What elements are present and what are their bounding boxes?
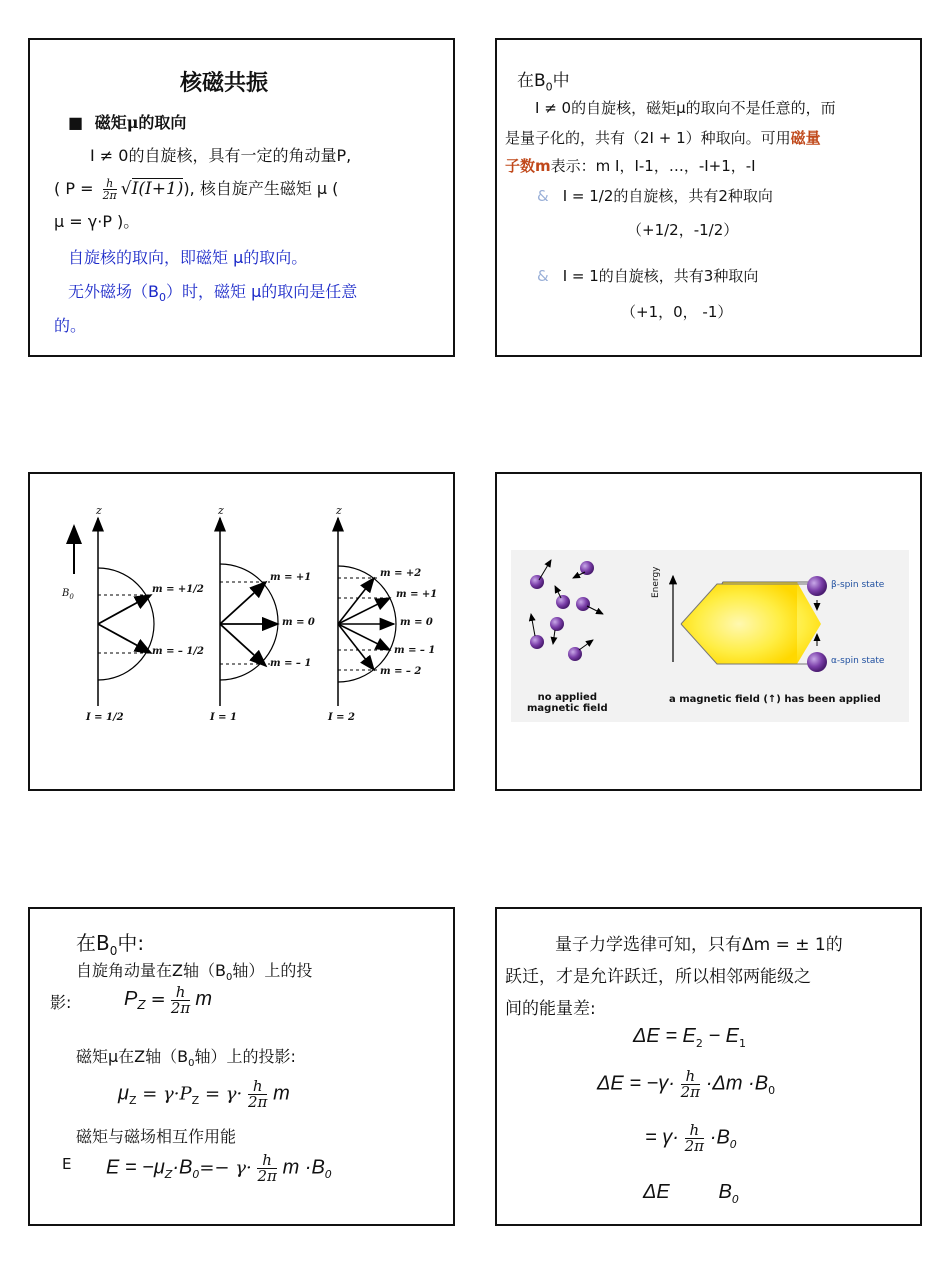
slide6-line-2: 跃迁，才是允许跃迁，所以相邻两能级之 (505, 967, 811, 987)
equation-delta-e-simplified: = γ· $\frac{h}{2\pi}$ $\cdot B_0$ (645, 1121, 737, 1155)
slide-projection-equations (28, 907, 455, 1226)
slide2-line-4: 子数m表示：m I，I-1，…，-I+1，-I (505, 157, 756, 175)
slide5-line-5: 磁矩与磁场相互作用能 (76, 1127, 237, 1146)
equation-proportional: ΔE $B_0$ (643, 1181, 739, 1206)
blue-line-2: 无外磁场$(B_0)$时，磁矩 μ的取向是任意 (68, 282, 358, 305)
blue-line-1: 自旋核的取向，即磁矩 μ的取向。 (68, 248, 308, 267)
bullet-square-icon: ■ (68, 113, 84, 132)
slide2-line-5: & I = 1/2的自旋核，共有2种取向 (537, 187, 773, 205)
slide-spin-orientation-diagram (28, 472, 455, 791)
z-label-3: z (336, 504, 342, 517)
slide-energy-difference (495, 907, 922, 1226)
spin-vector-diagram (30, 474, 453, 789)
slide2-heading: 在$B_0$中 (517, 71, 570, 94)
equation-delta-e-levels: $\Delta E = E_2 - E_1$ (633, 1025, 747, 1050)
para-line-2: ( P = $\frac{h}{2\pi}$ √I(I+1)), 核自旋产生磁矩 μ ( (54, 177, 339, 202)
slide-quantized-orientation (495, 38, 922, 357)
slide2-line-2: I ≠ 0的自旋核，磁矩μ的取向不是任意的，而 (535, 99, 836, 117)
equation-energy: $E = -\mu_Z\cdot B_0=- \gamma\cdot$ $\frac{h}{2\pi}$ $m \cdot B_0$ (106, 1151, 332, 1185)
para-line-1: I ≠ 0的自旋核，具有一定的角动量P, (90, 146, 352, 165)
section-heading (68, 110, 186, 133)
equation-muz: $\mu_Z = \gamma\cdot P_Z = \gamma\cdot$ $\frac{h}{2\pi}$ m (118, 1077, 290, 1111)
slide2-line-8: （+1，0， -1） (621, 303, 733, 321)
e-label: E (62, 1155, 72, 1173)
slide5-line-3: 影: (50, 993, 72, 1012)
slide6-line-3: 间的能量差: (505, 999, 596, 1019)
slide-title: 核磁共振 (180, 70, 269, 96)
bullet-ampersand-icon: & (537, 187, 549, 205)
d3-zero-label: m = 0 (400, 617, 433, 628)
d1-bottom-label: m = – 1/2 (152, 646, 204, 657)
slide5-line-4: 磁矩μ在Z轴（$B_0$轴）上的投影: (76, 1047, 296, 1070)
z-label-2: z (218, 504, 224, 517)
applied-field-caption: a magnetic field (↑) has been applied (669, 694, 881, 705)
d2-top-label: m = +1 (270, 572, 312, 583)
d3-m2-label: m = – 2 (380, 666, 422, 677)
slide2-line-6: （+1/2，-1/2） (627, 221, 739, 239)
slide-nmr-intro (28, 38, 455, 357)
d2-mid-label: m = 0 (282, 617, 315, 628)
alpha-state-label: α-spin state (831, 656, 885, 666)
d3-p1-label: m = +1 (396, 589, 438, 600)
blue-line-3: 的。 (54, 316, 87, 335)
equation-pz: $P_Z$ = $\frac{h}{2\pi}$ m (124, 983, 213, 1017)
sqrt-term: I(I+1) (131, 179, 184, 199)
para-line-3: μ = γ·P )。 (54, 212, 140, 231)
slide5-heading: 在$B_0$中: (76, 931, 145, 958)
no-field-caption: no applied magnetic field (527, 692, 608, 714)
d3-spin-label: I = 2 (328, 712, 355, 723)
slide2-line-3: 是量子化的，共有（2I + 1）种取向。可用磁量 (505, 129, 821, 147)
d3-p2-label: m = +2 (380, 568, 422, 579)
equation-delta-e-gamma: ΔE = −γ· $\frac{h}{2\pi}$ $\cdot\Delta m \cdot B_0$ (597, 1067, 776, 1101)
bullet-ampersand-icon: & (537, 267, 549, 285)
z-label-1: z (96, 504, 102, 517)
d2-spin-label: I = 1 (210, 712, 237, 723)
beta-state-label: β-spin state (831, 580, 885, 590)
spin-states-illustration (497, 474, 920, 789)
slide2-line-7: & I = 1的自旋核，共有3种取向 (537, 267, 759, 285)
slide5-line-2: 自旋角动量在Z轴（$B_0$轴）上的投 (76, 961, 313, 984)
d1-top-label: m = +1/2 (152, 584, 204, 595)
slide6-line-1: 量子力学选律可知，只有Δm = ± 1的 (555, 935, 843, 955)
b0-label: $B_0$ (62, 588, 74, 601)
d3-m1-label: m = – 1 (394, 645, 436, 656)
energy-axis-label: Energy (651, 566, 661, 598)
heading-text: 磁矩μ的取向 (94, 113, 187, 132)
fraction: $\frac{h}{2\pi}$ (102, 177, 117, 202)
d2-bottom-label: m = – 1 (270, 658, 312, 669)
slide-spin-states-image (495, 472, 922, 791)
d1-spin-label: I = 1/2 (86, 712, 124, 723)
